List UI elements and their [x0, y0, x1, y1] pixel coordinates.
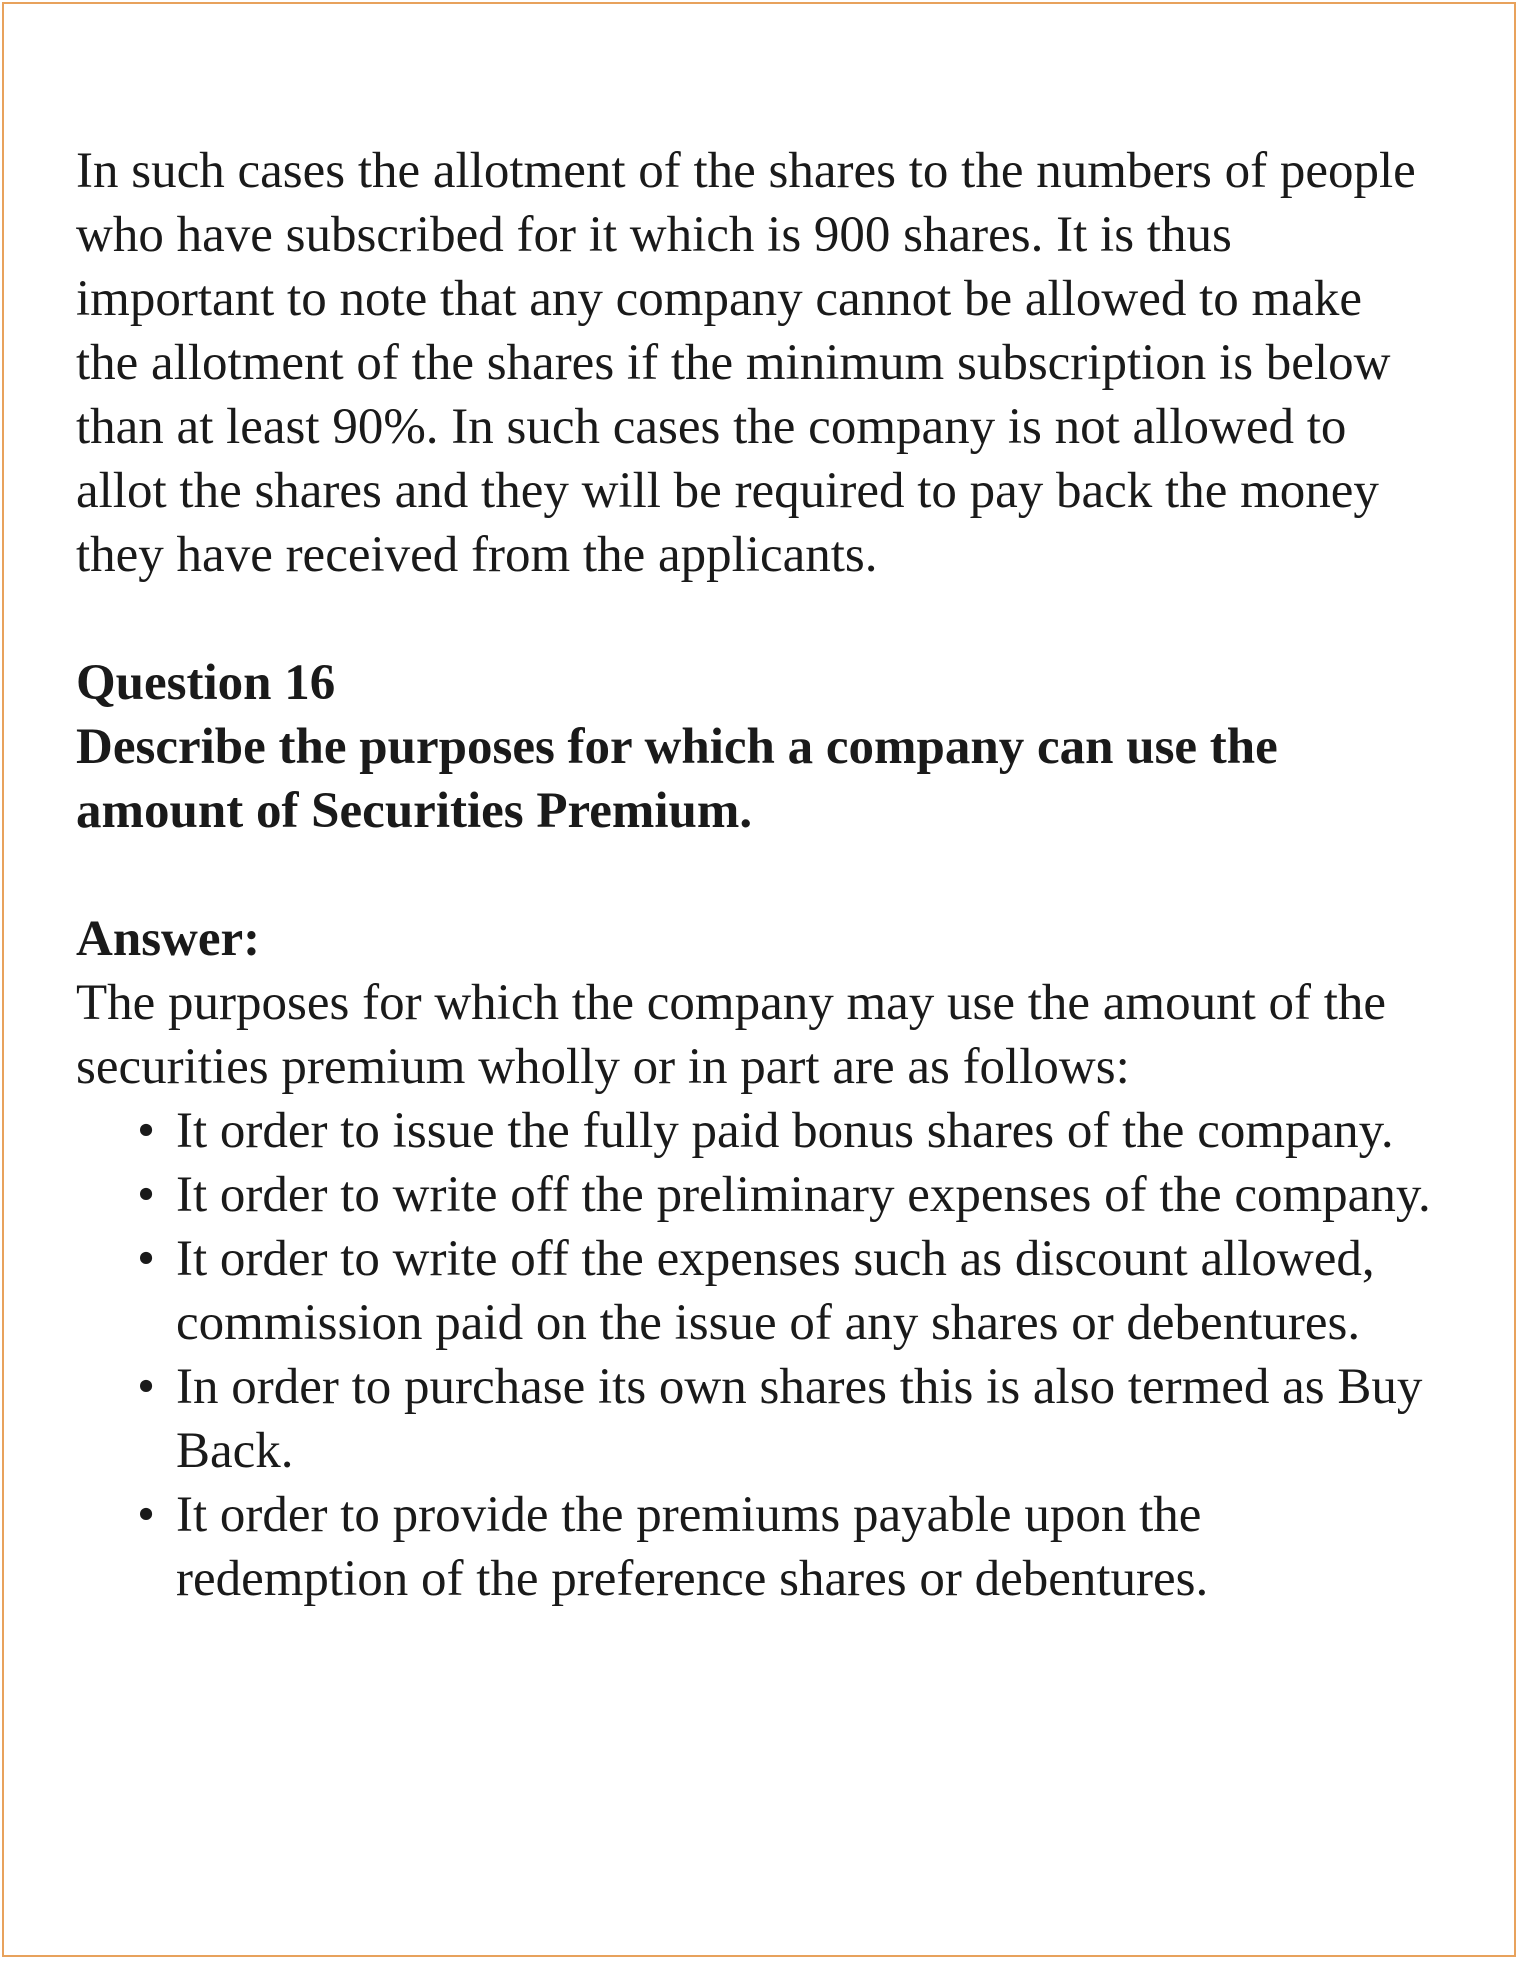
- answer-intro: The purposes for which the company may use the amount of the securities premium wholly or in part are as follows:: [76, 975, 1387, 1095]
- bullet-icon: •: [137, 1487, 155, 1543]
- question-heading: Question 16: [76, 655, 336, 711]
- question-block: [76, 651, 1436, 843]
- intro-paragraph: In such cases the allotment of the shares to the numbers of people who have subscribed for it which is 900 shares. It is thus important to note that any company cannot be allowed to make the allotment of the shares if the minimum subscription is below than at least 90%. In such cases the company is not allowed to allot the shares and they will be required to pay back the money they have received from the applicants.: [76, 143, 1416, 583]
- list-item-text: In order to purchase its own shares this is also termed as Buy Back.: [176, 1359, 1423, 1479]
- bullet-icon: •: [137, 1231, 155, 1287]
- list-item-text: It order to issue the fully paid bonus shares of the company.: [176, 1103, 1394, 1159]
- page-frame: [2, 2, 1516, 1957]
- answer-heading: Answer:: [76, 911, 261, 967]
- list-item-text: It order to write off the expenses such as discount allowed, commission paid on the issue of any shares or debentures.: [176, 1231, 1375, 1351]
- list-item: [76, 1099, 1436, 1163]
- question-text: Describe the purposes for which a company can use the amount of Securities Premium.: [76, 719, 1278, 839]
- list-item-text: It order to write off the preliminary expenses of the company.: [176, 1167, 1431, 1223]
- list-item-text: It order to provide the premiums payable upon the redemption of the preference shares or debentures.: [176, 1487, 1209, 1607]
- bullet-icon: •: [137, 1103, 155, 1159]
- bullet-icon: •: [137, 1359, 155, 1415]
- answer-block: [76, 907, 1436, 1611]
- bullet-icon: •: [137, 1167, 155, 1223]
- list-item: [76, 1483, 1436, 1611]
- answer-points-list: [76, 1099, 1436, 1611]
- document-content: [76, 139, 1436, 1611]
- list-item: [76, 1355, 1436, 1483]
- list-item: [76, 1163, 1436, 1227]
- list-item: [76, 1227, 1436, 1355]
